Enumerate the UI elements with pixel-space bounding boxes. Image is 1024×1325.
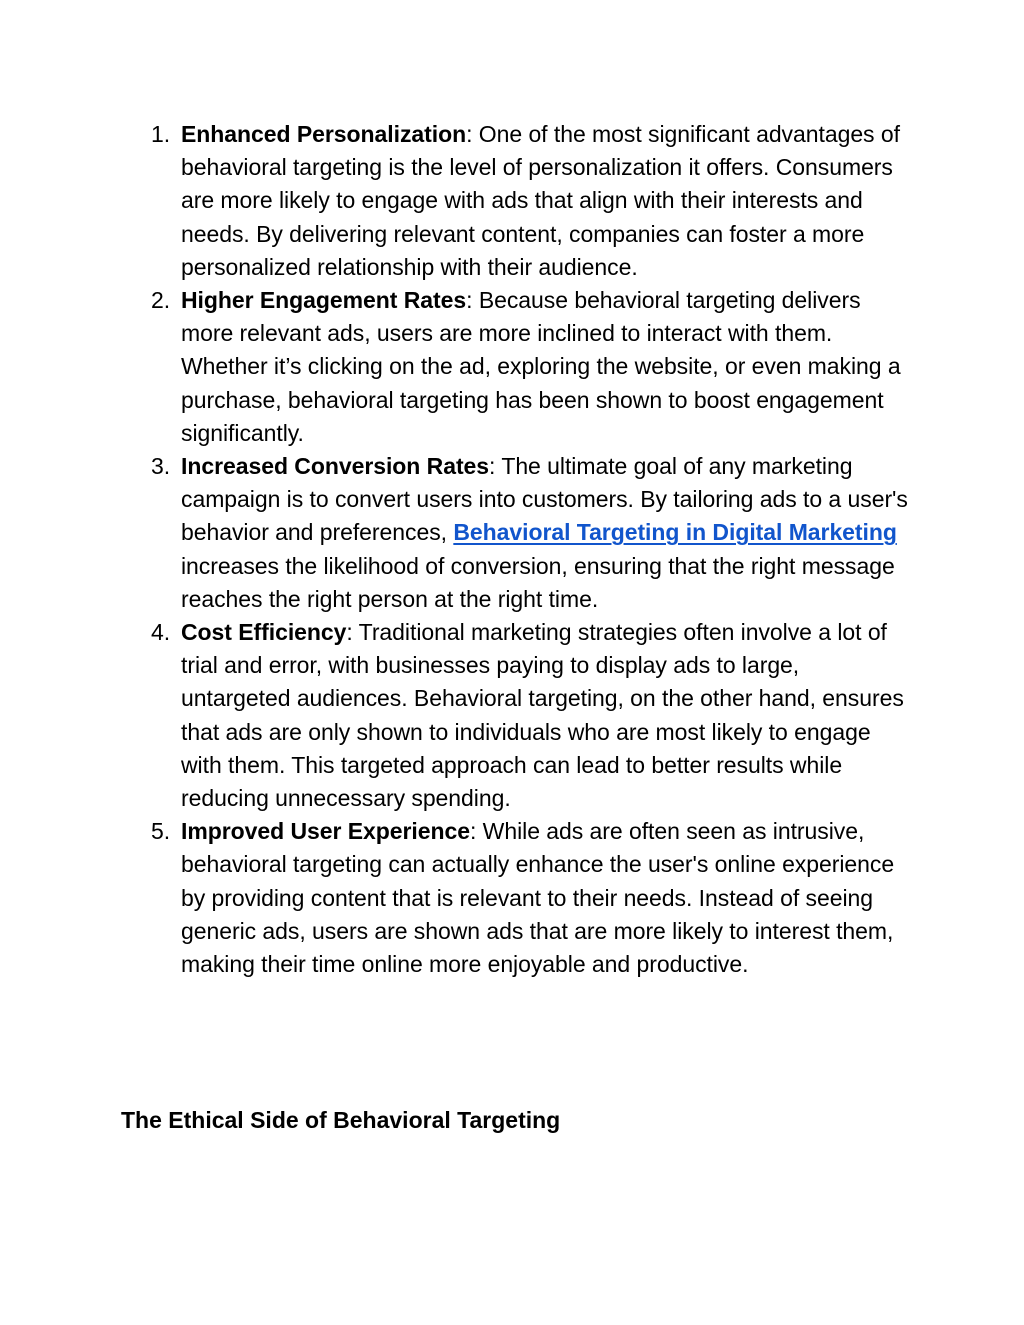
list-item-term: Enhanced Personalization: [181, 121, 467, 147]
list-item-term: Improved User Experience: [181, 818, 470, 845]
behavioral-targeting-link[interactable]: Behavioral Targeting in Digital Marketing: [453, 519, 897, 546]
list-item-separator: :: [346, 619, 353, 646]
benefits-list: [148, 118, 908, 981]
list-marker: 3.: [151, 453, 171, 480]
list-item: [148, 616, 908, 815]
list-item-text: While ads are often seen as intrusive, behavioral targeting can actually enhance the user's online experience by providing content that is relevant to their needs. Instead of seeing generic ads, users are shown ads that are more likely to interest them, making their time online more enjoyable and productive.: [181, 818, 895, 978]
list-item-text-after-link: increases the likelihood of conversion, ensuring that the right message reaches the right person at the right time.: [181, 552, 895, 612]
list-item-separator: :: [466, 121, 473, 147]
list-item-text: One of the most significant advantages of behavioral targeting is the level of personalization it offers. Consumers are more likely to engage with ads that align with their interests and needs. By delivering relevant content, companies can foster a more personalized relationship with their audience.: [181, 121, 900, 280]
list-marker: 2.: [151, 287, 171, 314]
list-item-text-before-link: The ultimate goal of any marketing campaign is to convert users into customers. By tailoring ads to a user's behavior and preferences,: [181, 453, 908, 546]
list-item-text: Because behavioral targeting delivers more relevant ads, users are more inclined to interact with them. Whether it’s clicking on the ad, exploring the website, or even making a purchase, behavioral targeting has been shown to boost engagement significantly.: [181, 287, 901, 446]
list-item-term: Cost Efficiency: [181, 619, 347, 646]
list-item: [148, 118, 908, 284]
list-item-term: Higher Engagement Rates: [181, 287, 467, 314]
list-marker: 5.: [151, 818, 171, 845]
list-marker: 4.: [151, 619, 171, 646]
list-item-text: Traditional marketing strategies often involve a lot of trial and error, with businesses paying to display ads to large, untargeted audiences. Behavioral targeting, on the other hand, ensures that ads are only shown to individuals who are most likely to engage with them. This targeted approach can lead to better results while reducing unnecessary spending.: [181, 619, 904, 812]
list-marker: 1.: [151, 121, 171, 147]
section-heading: The Ethical Side of Behavioral Targeting: [121, 1107, 561, 1133]
list-item-term: Increased Conversion Rates: [181, 453, 490, 480]
list-item-separator: :: [469, 818, 477, 845]
list-item-separator: :: [489, 453, 496, 480]
list-item: [148, 815, 908, 981]
list-item: [148, 284, 908, 450]
list-item-separator: :: [466, 287, 473, 314]
list-item: [148, 450, 908, 616]
